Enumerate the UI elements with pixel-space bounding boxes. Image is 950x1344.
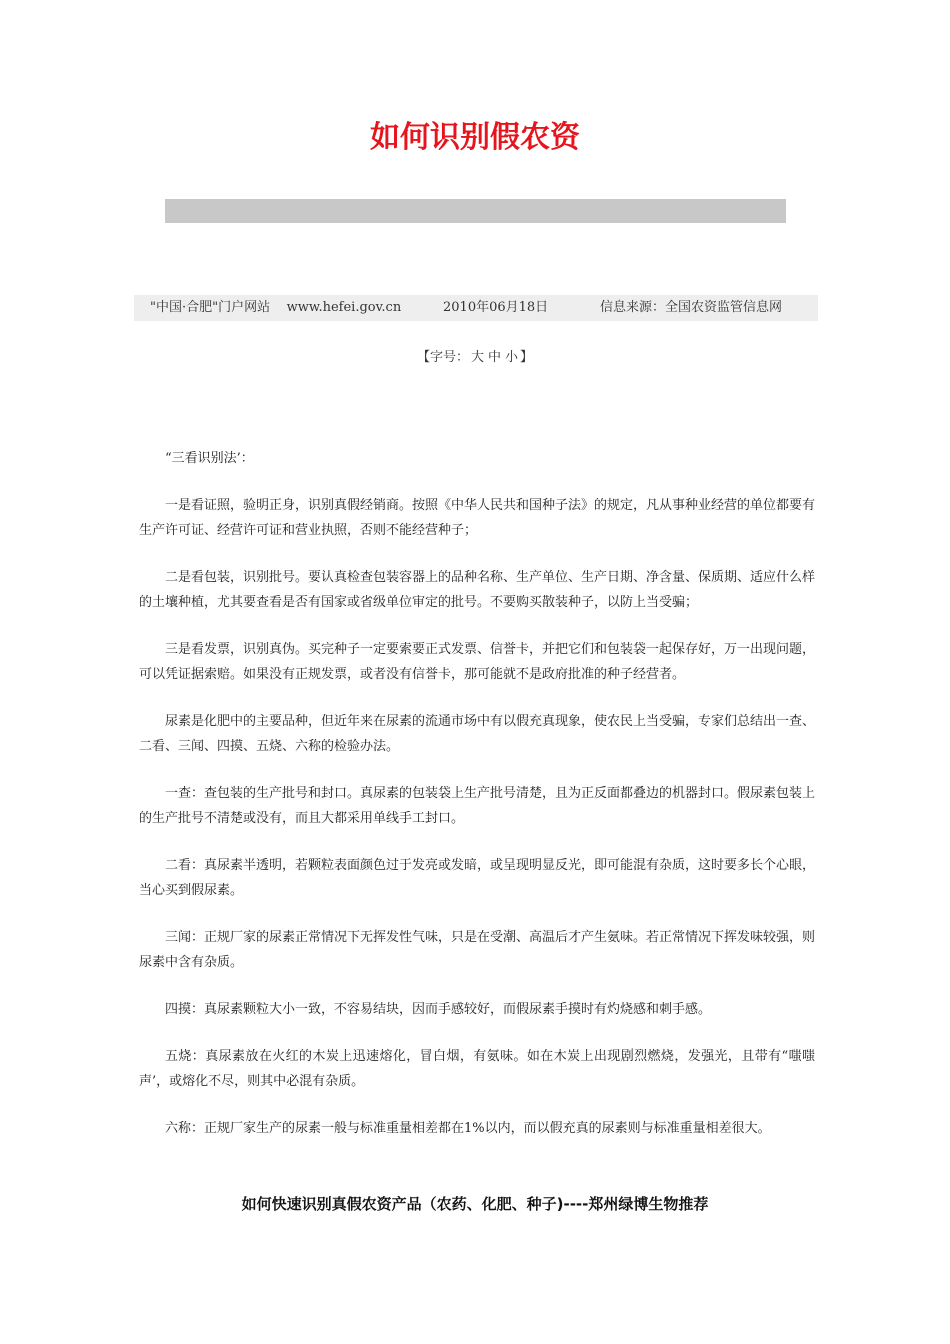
paragraph: 一查：查包装的生产批号和封口。真尿素的包装袋上生产批号清楚，且为正反面都叠边的机器封口。假尿素包装上的生产批号不清楚或没有，而且大都采用单线手工封口。 (139, 786, 816, 826)
font-size-label: 【字号： (416, 350, 469, 365)
font-size-close-bracket: 】 (520, 350, 534, 365)
paragraph: 三是看发票，识别真伪。买完种子一定要索要正式发票、信誉卡，并把它们和包装袋一起保存好，万一出现问题，可以凭证据索赔。如果没有正规发票，或者没有信誉卡，那可能就不是政府批准的种子经营者。 (139, 642, 816, 682)
article-info-bar (134, 295, 818, 321)
font-size-large-link[interactable]: 大 (470, 350, 484, 365)
title-divider-bar (165, 199, 786, 223)
paragraph: “三看识别法’： (165, 451, 254, 466)
paragraph: 六称：正规厂家生产的尿素一般与标准重量相差都在1%以内，而以假充真的尿素则与标准重量相差很大。 (165, 1121, 771, 1136)
info-date: 2010年06月18日 (443, 300, 549, 315)
paragraph: 尿素是化肥中的主要品种，但近年来在尿素的流通市场中有以假充真现象，使农民上当受骗，专家们总结出一查、二看、三闻、四摸、五烧、六称的检验办法。 (139, 714, 816, 754)
font-size-small-link[interactable]: 小 (505, 350, 519, 365)
font-size-medium-link[interactable]: 中 (487, 350, 501, 365)
paragraph: 二是看包装，识别批号。要认真检查包装容器上的品种名称、生产单位、生产日期、净含量、保质期、适应什么样的土壤种植，尤其要查看是否有国家或省级单位审定的批号。不要购买散装种子，以防上当受骗； (139, 570, 816, 610)
paragraph: 一是看证照，验明正身，识别真假经销商。按照《中华人民共和国种子法》的规定，凡从事种业经营的单位都要有生产许可证、经营许可证和营业执照，否则不能经营种子； (139, 498, 816, 538)
info-source: 信息来源：全国农资监管信息网 (600, 300, 783, 315)
paragraph: 四摸：真尿素颗粒大小一致，不容易结块，因而手感较好，而假尿素手摸时有灼烧感和刺手感。 (165, 1002, 712, 1017)
page-title: 如何识别假农资 (370, 120, 580, 155)
paragraph: 三闻：正规厂家的尿素正常情况下无挥发性气味，只是在受潮、高温后才产生氨味。若正常情况下挥发味较强，则尿素中含有杂质。 (139, 930, 816, 970)
info-site: "中国·合肥"门户网站 www.hefei.gov.cn (150, 300, 402, 315)
paragraph: 五烧：真尿素放在火红的木炭上迅速熔化，冒白烟，有氨味。如在木炭上出现剧烈燃烧，发强光，且带有“嗤嗤声’，或熔化不尽，则其中必混有杂质。 (139, 1049, 815, 1089)
paragraph: 二看：真尿素半透明，若颗粒表面颜色过于发亮或发暗，或呈现明显反光，即可能混有杂质，这时要多长个心眼，当心买到假尿素。 (139, 858, 816, 898)
article-body (139, 446, 815, 1141)
font-size-control (0, 347, 950, 369)
related-article-link[interactable]: 如何快速识别真假农资产品（农药、化肥、种子)----郑州绿博生物推荐 (241, 1195, 709, 1213)
